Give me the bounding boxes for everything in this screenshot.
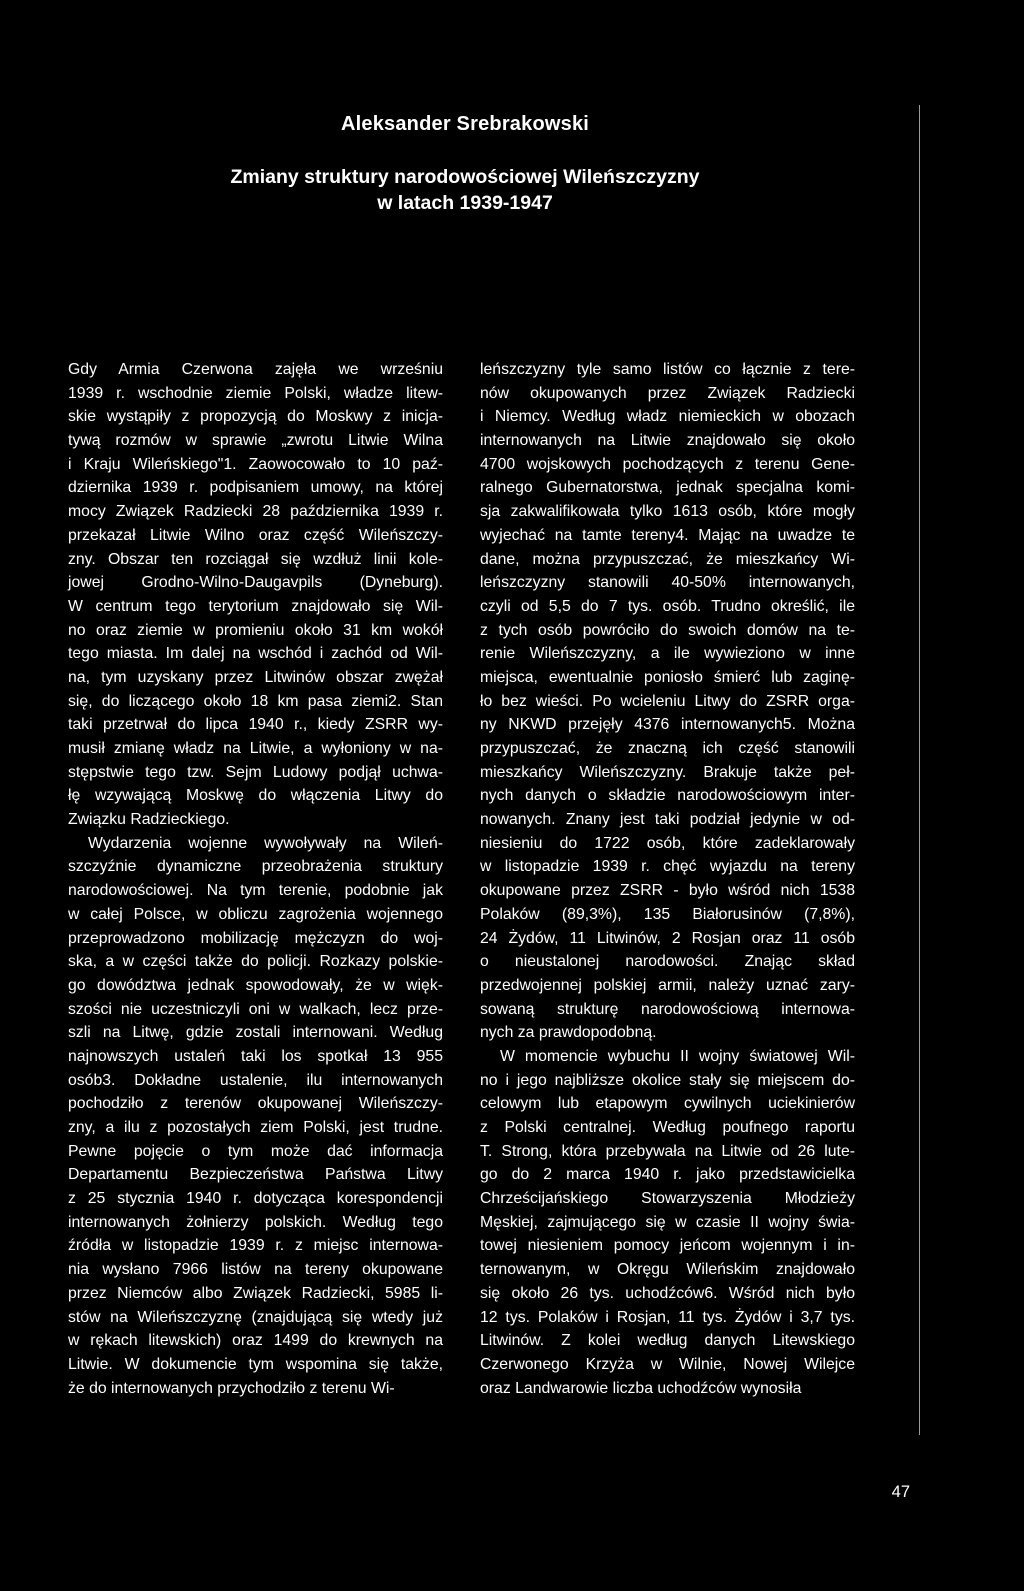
- text-line: przedwojennej polskiej armii, należy uznać zary-: [480, 976, 855, 994]
- text-line: okupowane przez ZSRR - było wśród nich 1538: [480, 882, 855, 900]
- text-line: że do internowanych przychodziło z terenu Wi-: [68, 1379, 395, 1397]
- text-line: Pewne pojęcie o tym może dać informacja: [68, 1142, 443, 1160]
- text-line: w całej Polsce, w obliczu zagrożenia wojennego: [68, 905, 443, 923]
- text-line: Wydarzenia wojenne wywoływały na Wileń-: [88, 834, 443, 852]
- text-line: Gdy Armia Czerwona zajęła we wrześniu: [68, 361, 443, 378]
- text-line: źródła w listopadzie 1939 r. z miejsc internowa-: [68, 1237, 443, 1255]
- text-line: nych za prawdopodobną.: [480, 1024, 657, 1042]
- text-line: mocy Związek Radziecki 28 października 1939 r.: [68, 503, 443, 521]
- text-line: osób3. Dokładne ustalenie, ilu internowanych: [68, 1071, 443, 1089]
- text-line: leńszczyzny tyle samo listów co łącznie z tere-: [480, 361, 855, 378]
- text-line: wyjechać na tamte tereny4. Mając na uwadze te: [480, 526, 855, 544]
- text-line: ny NKWD przejęły 4376 internowanych5. Można: [480, 716, 855, 734]
- text-line: dziernika 1939 r. podpisaniem umowy, na której: [68, 479, 443, 497]
- text-line: 1939 r. wschodnie ziemie Polski, władze litew-: [68, 384, 443, 402]
- text-line: stępstwie tego tzw. Sejm Ludowy podjął uchwa-: [68, 763, 443, 781]
- text-line: sja zakwalifikowała tylko 1613 osób, które mogły: [480, 503, 855, 521]
- text-line: Związku Radzieckiego.: [68, 811, 230, 829]
- text-line: pochodziło z terenów okupowanej Wileńszczy-: [68, 1095, 443, 1113]
- text-line: z 25 stycznia 1940 r. dotycząca korespondencji: [68, 1190, 443, 1208]
- text-line: internowanych żołnierzy polskich. Według tego: [68, 1213, 443, 1231]
- text-line: przypuszczać, że znaczną ich część stanowili: [480, 740, 855, 757]
- text-line: przeprowadzono mobilizację mężczyzn do woj-: [68, 929, 443, 947]
- text-line: Polaków (89,3%), 135 Białorusinów (7,8%),: [480, 905, 855, 923]
- text-line: się, do liczącego około 18 km pasa ziemi2. Stan: [68, 692, 443, 710]
- text-line: Chrześcijańskiego Stowarzyszenia Młodzieży: [480, 1190, 855, 1208]
- text-line: łę wzywającą Moskwę do włączenia Litwy do: [68, 787, 443, 805]
- text-line: T. Strong, która przebywała na Litwie od 26 lute-: [480, 1142, 855, 1160]
- text-line: ska, a w części także do policji. Rozkazy polskie-: [68, 953, 443, 971]
- text-line: miejsca, ewentualnie poniosło śmierć lub zaginę-: [480, 668, 855, 686]
- article-title-line: Zmiany struktury narodowościowej Wileńszczyzny: [230, 166, 700, 188]
- text-line: tywą rozmów w sprawie „zwrotu Litwie Wilna: [68, 432, 443, 450]
- text-line: z Polski centralnej. Według poufnego raportu: [480, 1119, 855, 1136]
- left-text-column: [68, 358, 443, 1400]
- text-line: Czerwonego Krzyża w Wilnie, Nowej Wilejce: [480, 1355, 855, 1373]
- text-line: leńszczyzny stanowili 40-50% internowanych,: [480, 574, 855, 592]
- author-name: Aleksander Srebrakowski: [340, 113, 590, 135]
- text-line: no oraz ziemie w promieniu około 31 km wokół: [68, 621, 443, 639]
- text-line: czyli od 5,5 do 7 tys. osób. Trudno określić, ile: [480, 597, 855, 615]
- text-line: ternowanym, w Okręgu Wileńskim znajdowało: [480, 1261, 855, 1279]
- text-line: w rękach litewskich) oraz 1499 do krewnych na: [68, 1332, 443, 1350]
- text-line: szczyźnie dynamiczne przeobrażenia struktury: [68, 858, 443, 876]
- text-line: 12 tys. Polaków i Rosjan, 11 tys. Żydów i 3,7 tys.: [480, 1308, 855, 1326]
- text-line: go dowództwa jednak spowodowały, że w więk-: [68, 976, 443, 994]
- text-line: Litwinów. Z kolei według danych Litewskiego: [480, 1332, 855, 1350]
- text-line: celowym lub etapowym cywilnych uciekinierów: [480, 1095, 855, 1113]
- text-line: o nieustalonej narodowości. Znając skład: [480, 953, 855, 971]
- text-line: nowanych. Znany jest taki podział jedynie w od-: [480, 811, 855, 829]
- text-line: szości nie uczestniczyli oni w walkach, lecz prze-: [68, 1000, 443, 1018]
- text-line: na, tym uzyskany przez Litwinów obszar zwężał: [68, 668, 443, 686]
- text-line: stów na Wileńszczyznę (znajdującą się wtedy już: [68, 1308, 443, 1326]
- text-line: nia wysłano 7966 listów na tereny okupowane: [68, 1261, 443, 1279]
- text-line: ło bez wieści. Po wcieleniu Litwy do ZSRR orga-: [480, 692, 855, 710]
- text-line: musił zmianę władz na Litwie, a wyłoniony w na-: [68, 740, 443, 757]
- text-line: taki przetrwał do lipca 1940 r., kiedy ZSRR wy-: [68, 716, 443, 734]
- text-line: oraz Landwarowie liczba uchodźców wynosiła: [480, 1379, 802, 1397]
- text-line: z tych osób powróciło do swoich domów na te-: [480, 621, 855, 639]
- text-line: dane, można przypuszczać, że mieszkańcy Wi-: [480, 550, 855, 568]
- text-line: no i jego najbliższe okolice stały się miejscem do-: [480, 1071, 855, 1089]
- text-line: 24 Żydów, 11 Litwinów, 2 Rosjan oraz 11 osób: [480, 929, 855, 947]
- text-line: przekazał Litwie Wilno oraz część Wileńszczy-: [68, 526, 443, 544]
- text-line: i Kraju Wileńskiego"1. Zaowocowało to 10 paź-: [68, 455, 443, 473]
- text-line: zny, a ilu z pozostałych ziem Polski, jest trudne.: [68, 1119, 443, 1136]
- text-line: nych danych o składzie narodowościowym inter-: [480, 787, 855, 805]
- text-line: W momencie wybuchu II wojny światowej Wil-: [500, 1047, 855, 1065]
- text-line: towej niesieniem pomocy jeńcom wojennym i in-: [480, 1237, 855, 1255]
- text-line: renie Wileńszczyzny, a ile wywieziono w inne: [480, 645, 855, 663]
- text-line: 4700 wojskowych pochodzących z terenu Gene-: [480, 455, 855, 473]
- article-title-line: w latach 1939-1947: [377, 192, 553, 214]
- text-line: ralnego Gubernatorstwa, jednak specjalna komi-: [480, 479, 855, 497]
- text-line: narodowościowej. Na tym terenie, podobnie jak: [68, 882, 443, 900]
- text-line: W centrum tego terytorium znajdowało się Wil-: [68, 597, 443, 615]
- text-line: internowanych na Litwie znajdowało się około: [480, 432, 855, 450]
- text-line: w listopadzie 1939 r. chęć wyjazdu na tereny: [480, 858, 855, 876]
- text-line: mieszkańcy Wileńszczyzny. Brakuje także peł-: [480, 763, 855, 781]
- text-line: najnowszych ustaleń taki los spotkał 13 955: [68, 1047, 443, 1065]
- text-line: go do 2 marca 1940 r. jako przedstawicielka: [480, 1166, 855, 1184]
- text-line: się około 26 tys. uchodźców6. Wśród nich było: [480, 1284, 855, 1302]
- page-number: 47: [891, 1483, 910, 1501]
- text-line: Departamentu Bezpieczeństwa Państwa Litwy: [68, 1166, 443, 1184]
- text-line: zny. Obszar ten rozciągał się wzdłuż linii kole-: [68, 550, 443, 568]
- article-title: [0, 164, 930, 216]
- text-line: tego miasta. Im dalej na wschód i zachód od Wil-: [68, 645, 443, 663]
- margin-rule: [919, 105, 920, 1435]
- right-text-column: [480, 358, 855, 1400]
- text-line: Męskiej, zajmującego się w czasie II wojny świa-: [480, 1213, 855, 1231]
- text-line: skie wystąpiły z propozycją do Moskwy z inicja-: [68, 408, 443, 426]
- text-line: jowej Grodno-Wilno-Daugavpils (Dyneburg).: [68, 574, 443, 592]
- text-line: sowaną strukturę narodowościową internowa-: [480, 1000, 855, 1018]
- text-line: nów okupowanych przez Związek Radziecki: [480, 384, 855, 402]
- text-line: i Niemcy. Według władz niemieckich w obozach: [480, 408, 855, 426]
- text-line: przez Niemców albo Związek Radziecki, 5985 li-: [68, 1284, 443, 1302]
- text-line: niesieniu do 1722 osób, które zadeklarowały: [480, 834, 855, 852]
- text-line: Litwie. W dokumencie tym wspomina się także,: [68, 1355, 443, 1373]
- text-line: szli na Litwę, gdzie zostali internowani. Według: [68, 1024, 443, 1042]
